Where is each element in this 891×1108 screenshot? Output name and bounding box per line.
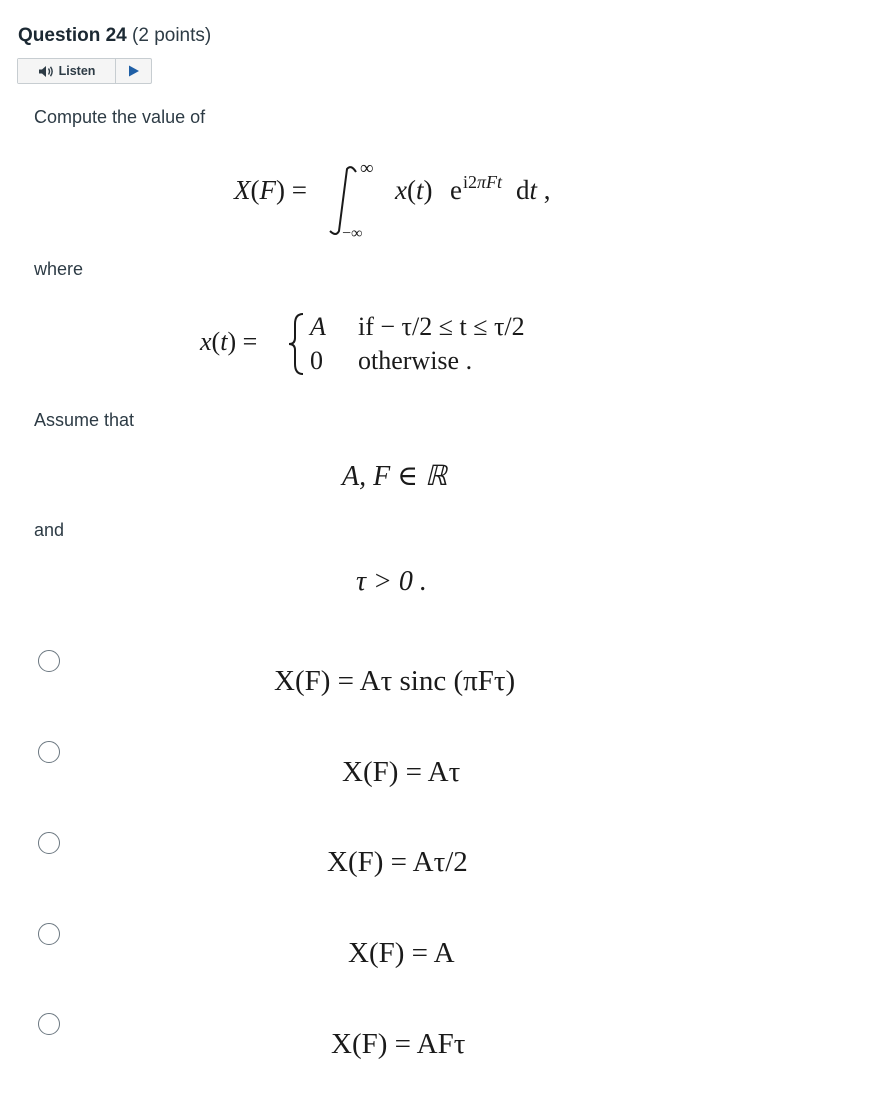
option-4: X(F) = A: [348, 937, 455, 969]
assumption-real: A, F ∈ ℝ: [342, 461, 448, 492]
case2-value: 0: [310, 346, 323, 375]
option-radio-2[interactable]: [38, 741, 60, 763]
case2-condition: otherwise .: [358, 346, 473, 375]
svg-text:x(t): x(t): [395, 175, 433, 205]
case1-condition: if − τ/2 ≤ t ≤ τ/2: [358, 312, 525, 341]
option-3: X(F) = Aτ/2: [327, 846, 468, 878]
listen-label: Listen: [58, 64, 96, 78]
listen-button[interactable]: [18, 59, 116, 83]
svg-text:−∞: −∞: [342, 225, 363, 240]
compute-text: Compute the value of: [34, 107, 206, 127]
speaker-icon: [38, 65, 55, 78]
question-header: [18, 25, 211, 47]
question-points: (2 points): [132, 25, 212, 46]
option-radio-3[interactable]: [38, 832, 60, 854]
question-title: Question 24: [18, 25, 127, 46]
svg-text:∞: ∞: [360, 158, 374, 179]
play-button[interactable]: [116, 59, 151, 83]
play-icon: [128, 65, 140, 77]
where-text: where: [34, 259, 84, 279]
svg-text:i2πFt: i2πFt: [463, 172, 503, 192]
option-2: X(F) = Aτ: [342, 756, 461, 788]
assume-text: Assume that: [34, 410, 135, 430]
transform-formula: [232, 158, 572, 240]
option-radio-4[interactable]: [38, 923, 60, 945]
option-radio-1[interactable]: [38, 650, 60, 672]
case1-value: A: [310, 312, 326, 341]
piecewise-formula: x(t) = A if − τ/2 ≤ t ≤ τ/2 0 otherwise .: [200, 312, 525, 375]
and-text: and: [34, 520, 65, 540]
assumption-tau: τ > 0 .: [356, 566, 427, 597]
svg-text:X(F) =: X(F) =: [234, 175, 307, 205]
option-5: X(F) = AFτ: [331, 1028, 466, 1060]
svg-text:dt ,: dt ,: [516, 175, 551, 205]
option-1: X(F) = Aτ sinc (πFτ): [274, 665, 516, 697]
listen-widget: [17, 58, 152, 84]
option-radio-5[interactable]: [38, 1013, 60, 1035]
svg-text:e: e: [450, 175, 462, 205]
